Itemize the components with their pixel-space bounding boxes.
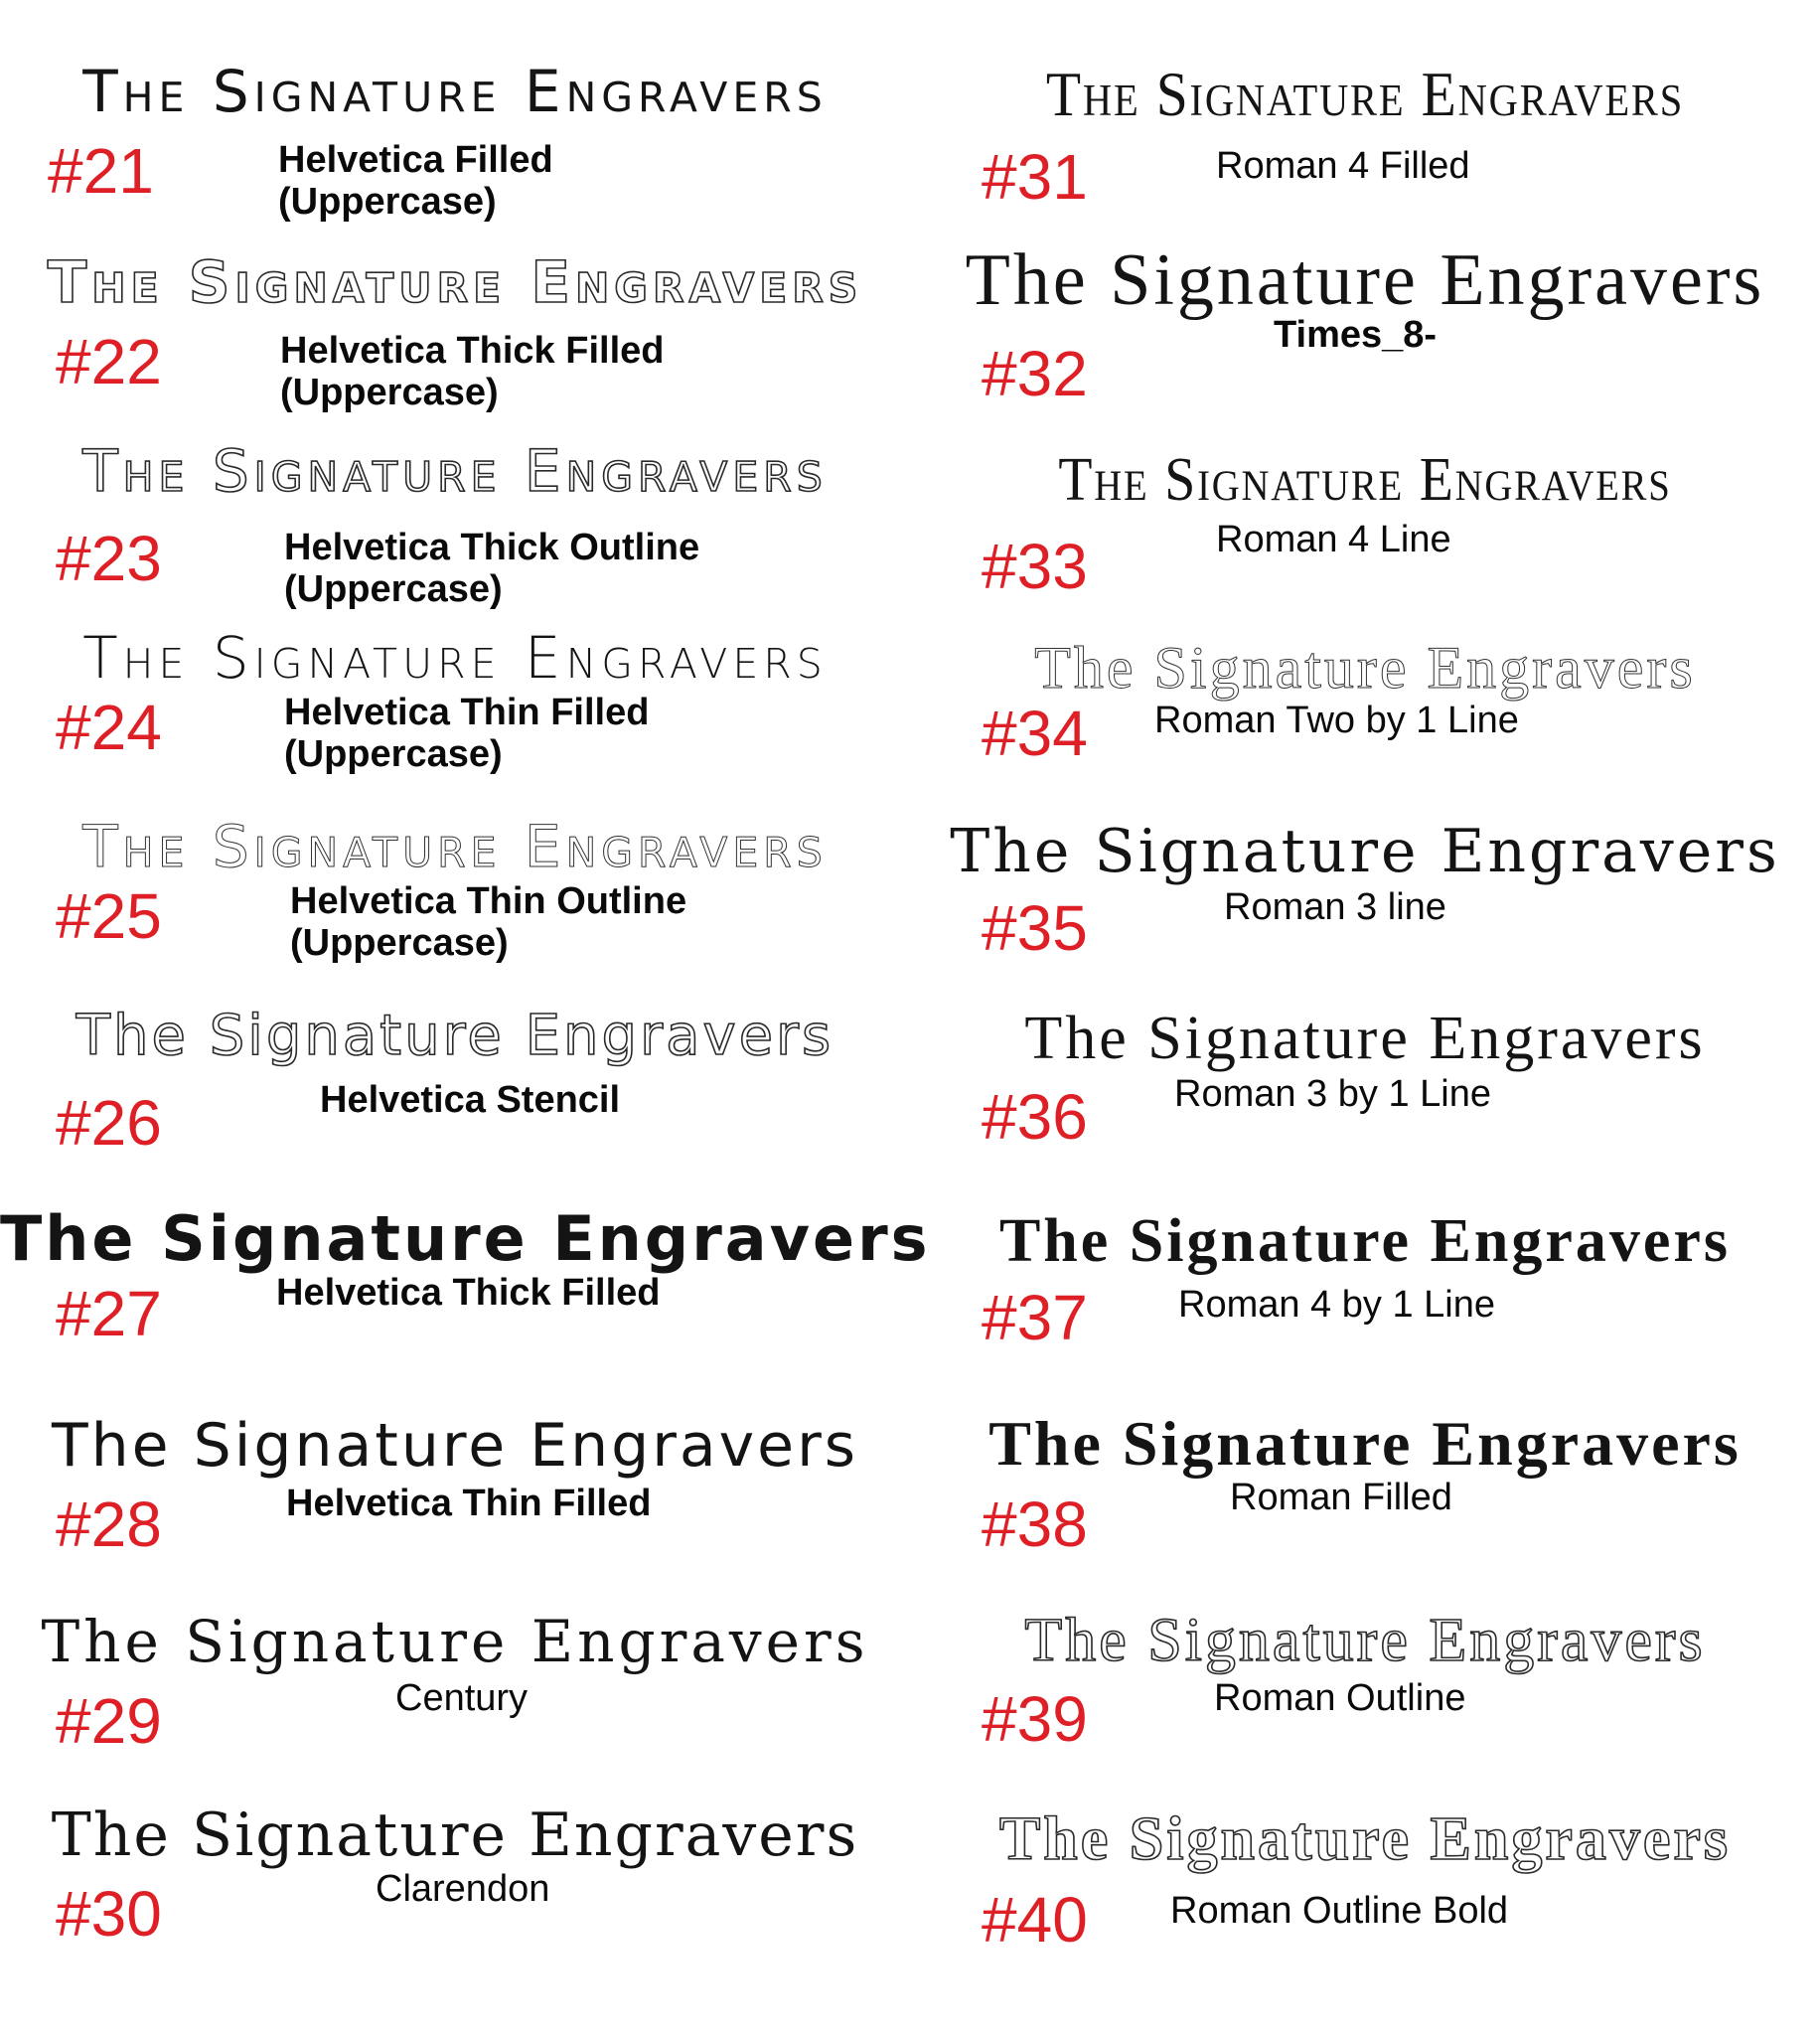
font-label-line2: (Uppercase) bbox=[278, 181, 497, 223]
font-number: #35 bbox=[982, 892, 1088, 964]
font-entry-36 bbox=[910, 1004, 1820, 1173]
font-number: #26 bbox=[56, 1087, 162, 1159]
font-sample: The Signature Engravers bbox=[1034, 635, 1696, 701]
font-label bbox=[290, 880, 686, 964]
font-label-line1: Roman 4 Line bbox=[1216, 519, 1451, 560]
font-label-line1: Roman 4 Filled bbox=[1216, 145, 1470, 187]
font-label-line1: Times_8- bbox=[1274, 314, 1438, 356]
font-label bbox=[376, 1868, 549, 1910]
font-sample: The Signature Engravers bbox=[965, 239, 1765, 321]
font-entry-23 bbox=[0, 437, 910, 616]
font-label-line1: Roman Filled bbox=[1230, 1477, 1452, 1518]
font-sample: The Signature Engravers bbox=[988, 1408, 1742, 1479]
font-number: #34 bbox=[982, 698, 1088, 769]
font-label-line1: Roman 3 by 1 Line bbox=[1174, 1073, 1491, 1115]
font-sample: The Signature Engravers bbox=[1024, 1005, 1706, 1072]
font-label bbox=[278, 139, 553, 223]
font-label bbox=[284, 527, 699, 610]
font-number: #24 bbox=[56, 692, 162, 763]
font-label-line1: Roman Outline bbox=[1214, 1677, 1466, 1719]
font-label-line1: Roman Outline Bold bbox=[1170, 1890, 1509, 1932]
font-sample: The Signature Engravers bbox=[51, 1800, 859, 1870]
font-label bbox=[1224, 886, 1446, 928]
font-label bbox=[1274, 314, 1437, 356]
font-number: #32 bbox=[982, 338, 1088, 409]
font-label bbox=[280, 330, 664, 413]
right-font-column bbox=[910, 50, 1820, 1997]
font-sample: The Signature Engravers bbox=[1045, 59, 1685, 129]
font-sample: The Signature Engravers bbox=[76, 1004, 834, 1068]
font-number: #38 bbox=[982, 1488, 1088, 1560]
font-sample: The Signature Engravers bbox=[47, 248, 863, 316]
font-entry-40 bbox=[910, 1804, 1820, 1973]
font-entry-38 bbox=[910, 1407, 1820, 1576]
font-sample: The Signature Engravers bbox=[82, 437, 828, 505]
font-number: #33 bbox=[982, 531, 1088, 602]
font-entry-35 bbox=[910, 817, 1820, 986]
font-entry-37 bbox=[910, 1206, 1820, 1375]
font-sample: The Signature Engravers bbox=[1024, 1607, 1706, 1674]
font-sample: The Signature Engravers bbox=[998, 1805, 1732, 1873]
font-label-line1: Roman 3 line bbox=[1224, 886, 1446, 928]
font-number: #22 bbox=[56, 326, 162, 397]
font-label bbox=[395, 1677, 528, 1719]
font-label bbox=[1230, 1477, 1452, 1518]
font-sample: The Signature Engravers bbox=[998, 1207, 1732, 1275]
font-entry-28 bbox=[0, 1411, 910, 1580]
font-entry-26 bbox=[0, 1004, 910, 1173]
font-number: #21 bbox=[48, 135, 154, 207]
font-label-line1: Helvetica Thin Filled bbox=[284, 692, 650, 733]
font-entry-22 bbox=[0, 248, 910, 427]
font-number: #29 bbox=[56, 1685, 162, 1757]
font-sample: The Signature Engravers bbox=[950, 817, 1780, 886]
font-sample: The Signature Engravers bbox=[82, 624, 828, 692]
font-label bbox=[1178, 1284, 1495, 1326]
font-label bbox=[1216, 145, 1470, 187]
font-label-line2: (Uppercase) bbox=[280, 372, 499, 413]
font-label-line1: Helvetica Thin Filled bbox=[286, 1483, 652, 1524]
left-font-column bbox=[0, 50, 931, 1997]
font-entry-25 bbox=[0, 813, 910, 982]
font-label bbox=[276, 1272, 660, 1314]
font-label bbox=[1214, 1677, 1465, 1719]
font-label-line1: Helvetica Thin Outline bbox=[290, 880, 687, 922]
font-entry-31 bbox=[910, 58, 1820, 213]
font-entry-27 bbox=[0, 1202, 931, 1371]
font-label-line1: Helvetica Filled bbox=[278, 139, 553, 181]
font-label-line1: Roman 4 by 1 Line bbox=[1178, 1284, 1495, 1326]
font-entry-33 bbox=[910, 445, 1820, 604]
font-label-line1: Helvetica Thick Filled bbox=[280, 330, 665, 372]
font-entry-34 bbox=[910, 634, 1820, 783]
font-sample: The Signature Engravers bbox=[41, 1608, 869, 1675]
font-entry-21 bbox=[0, 50, 910, 229]
font-entry-32 bbox=[910, 238, 1820, 407]
font-label-line2: (Uppercase) bbox=[284, 733, 503, 775]
font-label-line1: Helvetica Thick Filled bbox=[276, 1272, 661, 1314]
font-number: #39 bbox=[982, 1683, 1088, 1755]
font-label bbox=[1216, 519, 1451, 560]
font-label bbox=[286, 1483, 651, 1524]
font-entry-29 bbox=[0, 1608, 910, 1777]
font-label bbox=[1170, 1890, 1508, 1932]
font-number: #27 bbox=[56, 1278, 162, 1349]
font-label bbox=[284, 692, 649, 775]
font-label-line2: (Uppercase) bbox=[290, 922, 509, 964]
font-label-line1: Helvetica Thick Outline bbox=[284, 527, 700, 568]
font-label bbox=[320, 1079, 620, 1121]
font-label-line1: Helvetica Stencil bbox=[320, 1079, 621, 1121]
font-number: #30 bbox=[56, 1878, 162, 1950]
font-number: #36 bbox=[982, 1081, 1088, 1153]
font-number: #37 bbox=[982, 1282, 1088, 1353]
font-label-line1: Roman Two by 1 Line bbox=[1154, 700, 1519, 741]
font-sample: The Signature Engravers bbox=[1058, 446, 1672, 514]
font-label bbox=[1154, 700, 1519, 741]
font-entry-30 bbox=[0, 1800, 910, 1969]
font-label-line1: Clarendon bbox=[376, 1868, 550, 1910]
font-sample: The Signature Engravers bbox=[0, 1202, 931, 1275]
font-sample: The Signature Engravers bbox=[82, 58, 828, 125]
font-label-line1: Century bbox=[395, 1677, 529, 1719]
font-label-line2: (Uppercase) bbox=[284, 568, 503, 610]
font-number: #28 bbox=[56, 1488, 162, 1560]
font-number: #23 bbox=[56, 523, 162, 594]
font-sample: The Signature Engravers bbox=[52, 1411, 858, 1481]
font-number: #40 bbox=[982, 1884, 1088, 1956]
font-sample: The Signature Engravers bbox=[82, 813, 828, 880]
font-entry-24 bbox=[0, 624, 910, 793]
font-number: #25 bbox=[56, 880, 162, 952]
font-entry-39 bbox=[910, 1606, 1820, 1775]
font-label bbox=[1174, 1073, 1491, 1115]
font-number: #31 bbox=[982, 141, 1088, 213]
